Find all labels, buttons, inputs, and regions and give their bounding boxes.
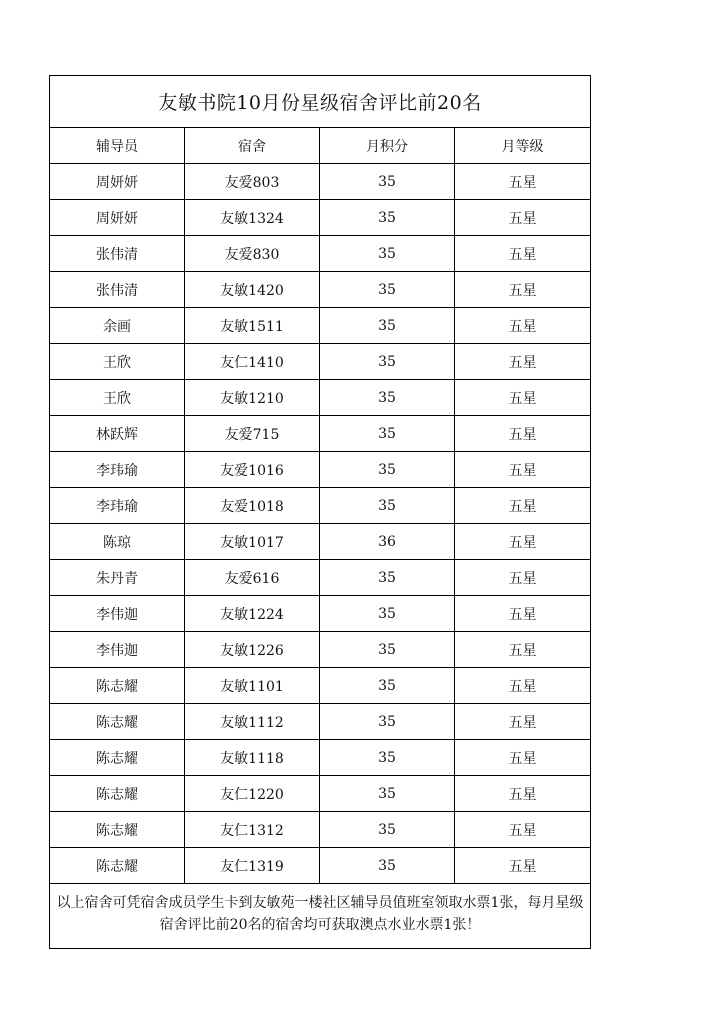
score-cell: 35: [320, 848, 455, 884]
dorm-cell: 友敏1224: [185, 596, 320, 632]
grade-cell: 五星: [455, 776, 591, 812]
score-cell: 35: [320, 416, 455, 452]
score-cell: 35: [320, 308, 455, 344]
counselor-cell: 陈志耀: [50, 812, 185, 848]
dorm-cell: 友爱616: [185, 560, 320, 596]
dorm-cell: 友敏1118: [185, 740, 320, 776]
table-row: [50, 488, 591, 524]
counselor-cell: 周妍妍: [50, 200, 185, 236]
dorm-ranking-table: [49, 75, 591, 949]
grade-cell: 五星: [455, 524, 591, 560]
counselor-cell: 李玮瑜: [50, 488, 185, 524]
table-row: [50, 416, 591, 452]
counselor-cell: 陈志耀: [50, 668, 185, 704]
counselor-cell: 陈志耀: [50, 848, 185, 884]
score-cell: 35: [320, 488, 455, 524]
table-row: [50, 344, 591, 380]
counselor-cell: 张伟清: [50, 272, 185, 308]
table-row: [50, 272, 591, 308]
score-cell: 35: [320, 560, 455, 596]
dorm-cell: 友爱1016: [185, 452, 320, 488]
table-row: [50, 740, 591, 776]
score-cell: 35: [320, 632, 455, 668]
grade-cell: 五星: [455, 344, 591, 380]
dorm-cell: 友敏1226: [185, 632, 320, 668]
counselor-cell: 李伟迦: [50, 632, 185, 668]
table-row: [50, 200, 591, 236]
dorm-cell: 友敏1017: [185, 524, 320, 560]
grade-cell: 五星: [455, 416, 591, 452]
counselor-cell: 张伟清: [50, 236, 185, 272]
grade-cell: 五星: [455, 272, 591, 308]
dorm-cell: 友仁1319: [185, 848, 320, 884]
dorm-cell: 友爱803: [185, 164, 320, 200]
grade-cell: 五星: [455, 308, 591, 344]
table-row: [50, 380, 591, 416]
grade-cell: 五星: [455, 200, 591, 236]
table-row: [50, 560, 591, 596]
counselor-cell: 王欣: [50, 380, 185, 416]
score-cell: 35: [320, 704, 455, 740]
score-cell: 35: [320, 812, 455, 848]
dorm-cell: 友敏1101: [185, 668, 320, 704]
counselor-cell: 李玮瑜: [50, 452, 185, 488]
table-row: [50, 236, 591, 272]
grade-cell: 五星: [455, 452, 591, 488]
table-row: [50, 308, 591, 344]
grade-cell: 五星: [455, 596, 591, 632]
header-row: [50, 128, 591, 164]
title-row: [50, 76, 591, 128]
header-counselor: 辅导员: [50, 128, 185, 164]
table-row: [50, 452, 591, 488]
table-body: [50, 164, 591, 884]
table-row: [50, 632, 591, 668]
table-row: [50, 776, 591, 812]
grade-cell: 五星: [455, 164, 591, 200]
footer-note: 以上宿舍可凭宿舍成员学生卡到友敏苑一楼社区辅导员值班室领取水票1张，每月星级宿舍评比前20名的宿舍均可获取澳点水业水票1张！: [50, 884, 591, 949]
counselor-cell: 王欣: [50, 344, 185, 380]
table-row: [50, 164, 591, 200]
dorm-cell: 友敏1210: [185, 380, 320, 416]
counselor-cell: 林跃辉: [50, 416, 185, 452]
dorm-cell: 友爱830: [185, 236, 320, 272]
note-row: [50, 884, 591, 949]
score-cell: 35: [320, 596, 455, 632]
table-row: [50, 596, 591, 632]
table-title: 友敏书院10月份星级宿舍评比前20名: [50, 76, 591, 128]
table-row: [50, 704, 591, 740]
counselor-cell: 陈志耀: [50, 704, 185, 740]
header-monthly-score: 月积分: [320, 128, 455, 164]
dorm-cell: 友仁1410: [185, 344, 320, 380]
grade-cell: 五星: [455, 848, 591, 884]
table-row: [50, 812, 591, 848]
counselor-cell: 周妍妍: [50, 164, 185, 200]
table-row: [50, 524, 591, 560]
score-cell: 35: [320, 668, 455, 704]
grade-cell: 五星: [455, 380, 591, 416]
grade-cell: 五星: [455, 236, 591, 272]
score-cell: 35: [320, 380, 455, 416]
counselor-cell: 余画: [50, 308, 185, 344]
counselor-cell: 陈志耀: [50, 776, 185, 812]
score-cell: 35: [320, 452, 455, 488]
score-cell: 35: [320, 164, 455, 200]
grade-cell: 五星: [455, 668, 591, 704]
score-cell: 35: [320, 344, 455, 380]
score-cell: 35: [320, 776, 455, 812]
grade-cell: 五星: [455, 632, 591, 668]
grade-cell: 五星: [455, 560, 591, 596]
grade-cell: 五星: [455, 812, 591, 848]
grade-cell: 五星: [455, 488, 591, 524]
dorm-cell: 友敏1511: [185, 308, 320, 344]
counselor-cell: 朱丹青: [50, 560, 185, 596]
header-monthly-grade: 月等级: [455, 128, 591, 164]
dorm-cell: 友敏1112: [185, 704, 320, 740]
score-cell: 35: [320, 236, 455, 272]
dorm-cell: 友爱1018: [185, 488, 320, 524]
score-cell: 35: [320, 200, 455, 236]
counselor-cell: 陈琼: [50, 524, 185, 560]
table-row: [50, 848, 591, 884]
grade-cell: 五星: [455, 704, 591, 740]
counselor-cell: 李伟迦: [50, 596, 185, 632]
header-dorm: 宿舍: [185, 128, 320, 164]
score-cell: 35: [320, 740, 455, 776]
score-cell: 36: [320, 524, 455, 560]
table-row: [50, 668, 591, 704]
score-cell: 35: [320, 272, 455, 308]
dorm-cell: 友仁1312: [185, 812, 320, 848]
dorm-cell: 友敏1420: [185, 272, 320, 308]
dorm-cell: 友仁1220: [185, 776, 320, 812]
grade-cell: 五星: [455, 740, 591, 776]
counselor-cell: 陈志耀: [50, 740, 185, 776]
dorm-cell: 友敏1324: [185, 200, 320, 236]
dorm-cell: 友爱715: [185, 416, 320, 452]
